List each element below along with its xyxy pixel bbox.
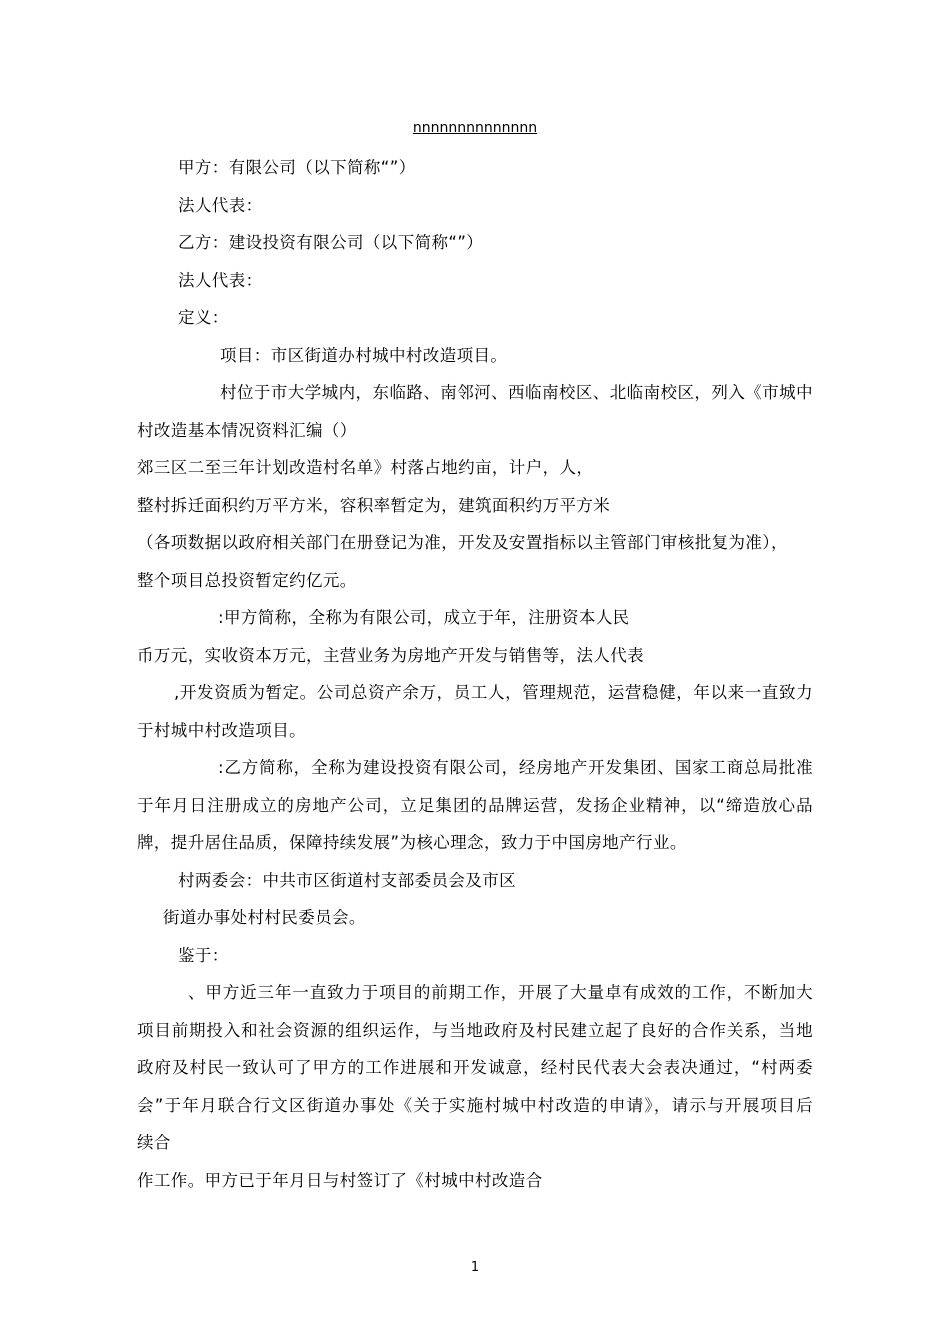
party-b-representative: 法人代表： [178,271,263,290]
village-description-line-3: 郊三区二至三年计划改造村名单》村落占地约亩，计户，人， [137,458,594,477]
whereas-line-5: 续合 [137,1133,171,1152]
whereas-line-2: 项目前期投入和社会资源的组织运作，与当地政府及村民建立起了良好的合作关系，当地 [137,1021,813,1040]
whereas-line-1: 、甲方近三年一直致力于项目的前期工作，开展了大量卓有成效的工作，不断加大 [188,983,813,1002]
party-b-definition-line-3: 牌，提升居住品质，保障持续发展”为核心理念，致力于中国房地产行业。 [137,833,687,852]
village-description-line-1: 村位于市大学城内，东临路、南邻河、西临南校区、北临南校区，列入《市城中 [220,383,813,402]
definitions-heading: 定义： [178,308,229,327]
village-description-line-4: 整村拆迁面积约万平方米，容积率暂定为，建筑面积约万平方米 [137,496,611,515]
party-b-definition-line-1: :乙方简称，全称为建设投资有限公司，经房地产开发集团、国家工商总局批准 [218,758,813,777]
village-description-line-5: （各项数据以政府相关部门在册登记为准，开发及安置指标以主管部门审核批复为准）， [137,533,788,552]
party-b-definition-line-2: 于年月日注册成立的房地产公司，立足集团的品牌运营，发扬企业精神，以“缔造放心品 [137,796,813,815]
document-title: nnnnnnnnnnnnnn [412,120,538,136]
party-a-definition-line-3: ,开发资质为暂定。公司总资产余万，员工人，管理规范，运营稳健，年以来一直致力 [174,683,813,702]
party-a-definition-line-4: 于村城中村改造项目。 [137,721,306,740]
whereas-line-4: 会”于年月联合行文区街道办事处《关于实施村城中村改造的申请》，请示与开展项目后 [137,1096,813,1115]
party-b-line: 乙方：建设投资有限公司（以下简称“”） [178,233,484,252]
whereas-heading: 鉴于： [178,946,229,965]
village-description-line-6: 整个项目总投资暂定约亿元。 [137,571,357,590]
whereas-line-3: 政府及村民一致认可了甲方的工作进展和开发诚意，经村民代表大会表决通过，“村两委 [137,1058,813,1077]
party-a-line: 甲方：有限公司（以下简称“”） [178,158,416,177]
whereas-line-6: 作工作。甲方已于年月日与村签订了《村城中村改造合 [137,1171,543,1190]
project-definition: 项目：市区街道办村城中村改造项目。 [220,346,508,365]
party-a-representative: 法人代表： [178,196,263,215]
page-number: 1 [470,1260,480,1275]
village-description-line-2: 村改造基本情况资料汇编（） [137,421,357,440]
party-a-definition-line-1: :甲方简称，全称为有限公司，成立于年，注册资本人民 [218,608,630,627]
village-committee-line-2: 街道办事处村村民委员会。 [163,908,366,927]
village-committee-line-1: 村两委会：中共市区街道村支部委员会及市区 [178,871,516,890]
party-a-definition-line-2: 币万元，实收资本万元，主营业务为房地产开发与销售等，法人代表 [137,646,644,665]
